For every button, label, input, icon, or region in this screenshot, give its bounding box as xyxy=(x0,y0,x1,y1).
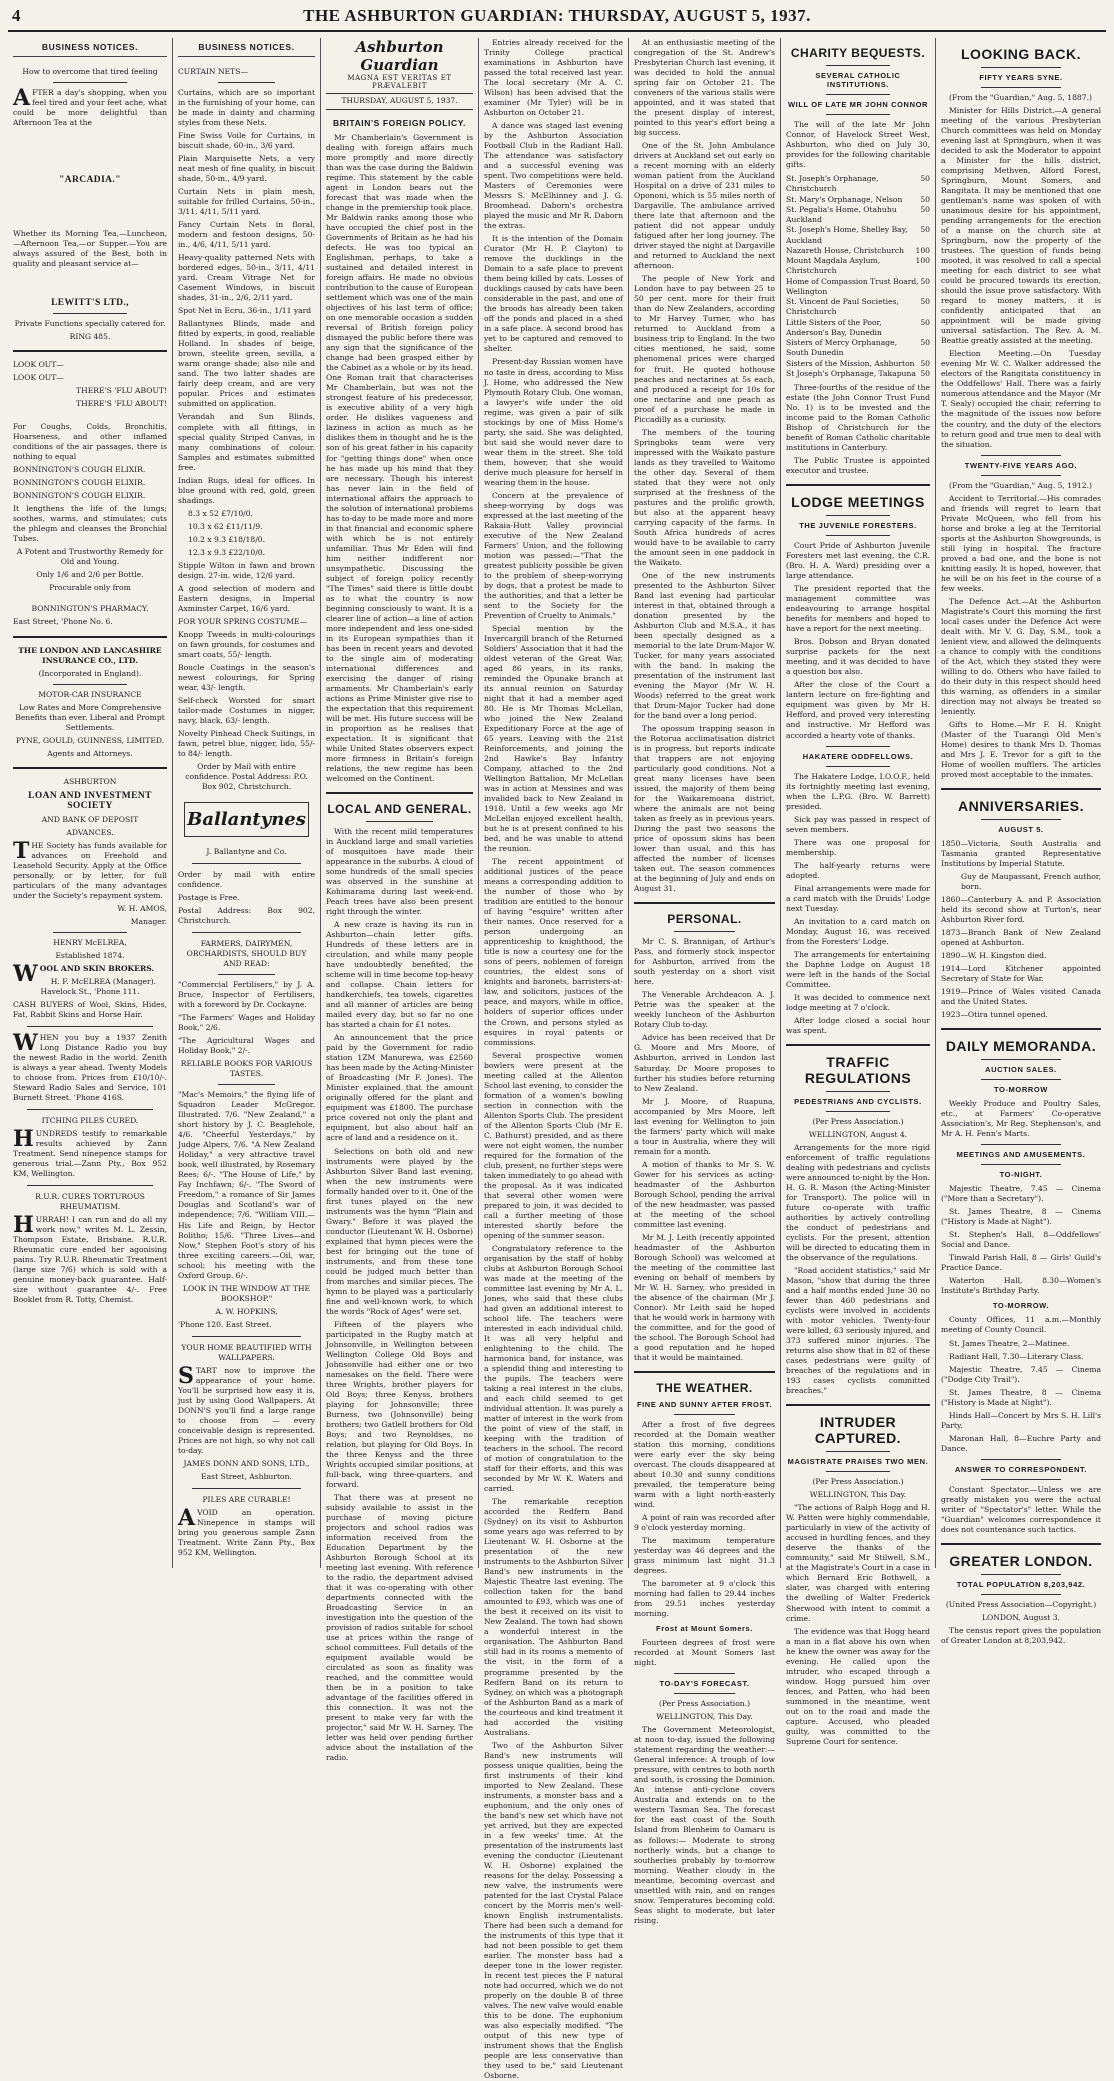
history-item: The Defence Act.—At the Ashburton Magistrate's Court this morning the first local cases under the Defence Act were dealt with. Mr V. G. Day, S.M., took a lenient view, and allowed the delinquents a chance to comply with the conditions of the Act, which they stated they were willing to do. Others who have failed to do their duty in this respect should heed this warning, as offenders in a similar direction may not always be treated so leniently. xyxy=(941,596,1101,716)
anniversary-item: 1850—Victoria, South Australia and Tasmania granted Representative Institutions by Imperial Statute. xyxy=(941,839,1101,869)
local-general-heading: LOCAL AND GENERAL. xyxy=(327,802,472,817)
will-text: The will of the late Mr John Connor, of Havelock Street West, Ashburton, who died on July 30, provides for the following charitable gifts. xyxy=(786,120,930,170)
bequest-amount: 50 xyxy=(920,225,930,235)
anniversary-item: 1919—Prince of Wales visited Canada and the United States. xyxy=(941,987,1101,1007)
bequest-amount: 100 xyxy=(915,245,930,255)
wool-title: WOOL AND SKIN BROKERS. xyxy=(13,960,155,987)
ad-intro: How to overcome that tired feeling xyxy=(22,67,158,76)
bequest-row xyxy=(786,277,930,298)
auction-item: Weekly Produce and Poultry Sales, etc., at Farmers' Co-operative Association's, Mr Reg. Stephenson's, and Mr A. H. Fenn's Marts. xyxy=(941,1099,1101,1139)
order-mail: Order by Mail with entire confidence. Postal Address: P.O. Box 902, Christchurch. xyxy=(185,761,308,791)
history-item: (From the "Guardian," Aug. 5, 1912.) xyxy=(949,480,1092,490)
mcelrea-manager: H. F. McELREA (Manager). Havelock St., 'Phone 111. xyxy=(40,976,156,996)
bequest-name: St. Pegalia's Home, Otahuhu Auckland xyxy=(786,204,897,225)
auction-tomorrow: TO-MORROW xyxy=(993,1085,1048,1095)
ring-number: RING 485. xyxy=(69,332,111,342)
insurance-incorporated: (Incorporated in England). xyxy=(38,668,142,678)
wallpaper-heading: YOUR HOME BEAUTIFIED WITH WALLPAPERS. xyxy=(181,1342,312,1362)
personal-item: Mr M. J. Leith (recently appointed headmaster of the Ashburton Borough School) was welcomed at the meeting of the committee last evening on behalf of members by Mr W. H. Sarney, who presided in the absence of the chairman (Mr J. Connor). Mr Leith said he hoped that he would work in harmony with the committee, and for the good of the school. The Borough School had a good reputation and he hoped that it would be maintained. xyxy=(634,1232,775,1362)
meeting-item: Maronan Hall, 8—Euchre Party and Dance. xyxy=(941,1433,1101,1453)
column-business-notices-2 xyxy=(173,38,321,1568)
bequest-name: St. Joseph's Home, Shelley Bay, Auckland xyxy=(786,225,908,245)
auction-heading: AUCTION SALES. xyxy=(985,1065,1057,1075)
henry-mcelrea: HENRY McELREA, xyxy=(53,937,127,947)
weather-item: The maximum temperature yesterday was 46 degrees and the grass minimum last night 31.3 degrees. xyxy=(634,1536,775,1576)
order-mail-2: Order by mail with entire confidence. xyxy=(178,870,315,890)
lodge-item: The president reported that the management committee was endeavouring to arrange hospital benefits for members and hoped to have a report for the next meeting. xyxy=(786,584,930,634)
meeting-item: Tinwald Parish Hall, 8 — Girls' Guild's Practice Dance. xyxy=(941,1253,1101,1273)
axminster: A good selection of modern and Eastern designs, in Imperial Axminster Carpet, 16/6 yard. xyxy=(178,583,315,613)
greater-london-dateline: LONDON, August 3. xyxy=(982,1612,1060,1622)
book-agri: "The Agricultural Wages and Holiday Book," 2/-. xyxy=(178,1036,315,1056)
masthead-title: THE ASHBURTON GUARDIAN: THURSDAY, AUGUST 5, 1937. xyxy=(303,6,811,25)
bequest-name: St. Joseph's Orphanage, Christchurch xyxy=(786,174,879,194)
will-heading: WILL OF LATE MR JOHN CONNOR xyxy=(787,100,929,109)
elixir-1: BONNINGTON'S COUGH ELIXIR. xyxy=(13,465,146,475)
news-item: A dance was staged last evening by the Ashburton Association Football Club in the Radiant Hall. The attendance was satisfactory and a successful evening was spent. Two competitions were held. Masters of Ceremonies were Messrs S. McElhinney and J. G. Broomhead. Daborn's orchestra played the music and Mr R. Daborn the extras. xyxy=(484,121,623,231)
established: Established 1874. xyxy=(55,950,125,960)
elixir-price: Only 1/6 and 2/6 per Bottle. xyxy=(36,570,144,580)
rur-text: HURRAH! I can run and do all my work now," writes M. L. Zessin, Thompson Estate, Brisbane. R.U.R. Rheumatic cure ended her agonising pains. Try R.U.R. Rheumatic Treatment (large size 7/6) which is sold with a genuine money-back guarantee. Half-size without guarantee 4/-. Free Booklet from R. Totty, Chemist. xyxy=(13,1212,167,1305)
insurance-rates: Low Rates and More Comprehensive Benefits than ever. Liberal and Prompt Settlements. xyxy=(15,702,165,732)
ballantyne-co: J. Ballantyne and Co. xyxy=(206,847,287,857)
weather-item: A point of rain was recorded after 9 o'clock yesterday morning. xyxy=(634,1513,775,1533)
daily-memoranda-heading: DAILY MEMORANDA. xyxy=(945,1038,1097,1055)
lookout-1: LOOK OUT— xyxy=(13,360,64,370)
answer-heading: ANSWER TO CORRESPONDENT. xyxy=(954,1464,1088,1474)
column-news-weather xyxy=(629,38,781,1925)
elixir-3: BONNINGTON'S COUGH ELIXIR. xyxy=(13,491,146,501)
bequest-amount: 50 xyxy=(920,358,930,368)
press-association: (Per Press Association.) xyxy=(812,1477,904,1487)
book-farmers: "The Farmers' Wages and Holiday Book," 2/6. xyxy=(178,1013,315,1033)
bequest-amount: 50 xyxy=(920,204,930,214)
juvenile-heading: THE JUVENILE FORESTERS. xyxy=(799,521,917,531)
bequest-name: Sisters of the Mission, Ashburton xyxy=(786,358,915,368)
rur-heading: R.U.R. CURES TORTUROUS RHEUMATISM. xyxy=(35,1192,145,1212)
rug-row: 10.2 x 9.3 £18/18/0. xyxy=(188,534,266,544)
curtain-marquisette: Plain Marquisette Nets, a very neat mesh of fine quality, in biscuit shade, 50-in., 4/9 yard. xyxy=(178,154,315,184)
greater-london-subheading: TOTAL POPULATION 8,203,942. xyxy=(956,1579,1086,1589)
agents: Agents and Attorneys. xyxy=(47,748,133,758)
bequest-amount: 50 xyxy=(920,338,930,348)
lodge-item: Sick pay was passed in respect of seven members. xyxy=(786,814,930,834)
pyne-gould: PYNE, GOULD, GUINNESS, LIMITED. xyxy=(15,735,165,745)
anniversary-item: 1873—Branch Bank of New Zealand opened at Ashburton. xyxy=(941,928,1101,948)
meeting-item: St. James Theatre, 8 — Cinema ("History is Made at Night"). xyxy=(941,1387,1101,1407)
masthead xyxy=(8,6,1106,32)
column-heading: BUSINESS NOTICES. xyxy=(13,38,167,57)
bequest-name: St. Vincent de Paul Societies, Christchurch xyxy=(786,297,899,317)
bequest-row xyxy=(786,369,930,379)
anniversary-item: 1860—Canterbury A. and P. Association held its second show at Turton's, near Ashburton River ford. xyxy=(941,895,1101,925)
personal-item: Mr J. Moore, of Ruapuna, accompanied by Mrs Moore, left last evening for Wellington to join the farmers' party which will make a tour in Australia, where they will remain for a month. xyxy=(634,1096,775,1156)
history-item: Minister for Hills District.—A general meeting of the various Presbyterian Church committees was held on Monday evening last at Springburn, when it was decided to ask the Moderator to appoint a Minister for the hills district, comprising Methven, Alford Forest, Springburn, Mount Somers, and Rangitata. It may be mentioned that one gentleman's name was spoken of with unanimous desire for his appointment, pending arrangements for the erection of a manse on the church site at Springburn, now the property of the trustees. The question of funds being mooted, it was resolved to call a special meeting for each district to see what could be procured towards its erection, should the issue prove satisfactory. With regard to money matters, it is confidently anticipated that an appointment will be made giving universal satisfaction. The Rev. A. M. Beattie greatly assisted at the meeting. xyxy=(941,106,1101,346)
anniversaries-date: AUGUST 5. xyxy=(998,825,1044,834)
news-item: An announcement that the price paid by the Government for radio station 1ZM Manurewa, was £2560 has been made by the Acting-Minister of Broadcasting (Mr F. Jones). The Minister explained that the amount originally offered for the plant and equipment was £1800. The purchase price covered not only the plant and equipment, but also about half an acre of land and a residence on it. xyxy=(326,1033,473,1143)
meeting-item: St. James Theatre, 8 — Cinema ("History is Made at Night"). xyxy=(941,1207,1101,1227)
donn-address: East Street, Ashburton. xyxy=(201,1471,292,1481)
lodge-item: The arrangements for entertaining the Daphne Lodge on August 18 were left in the hands of the Social Committee. xyxy=(786,949,930,989)
intruder-text: The evidence was that Hogg heard a man in a flat above his own when he knew the owner was away for the evening. He called upon the intruder, who escaped through a window. Hogg pursued him over fences, and Patten, who had been summoned in the meantime, went out on to the road and made the capture. Accused, who pleaded guilty, was committed to the Supreme Court for sentence. xyxy=(786,1626,930,1746)
personal-item: The Venerable Archdeacon A. J. Petrie was the speaker at the weekly luncheon of the Ashburton Rotary Club to-day. xyxy=(634,990,775,1030)
meeting-item: Majestic Theatre, 7.45 — Cinema ("Dodge City Trail"). xyxy=(941,1364,1101,1384)
lodge-item: Court Pride of Ashburton Juvenile Foresters met last evening, the C.R. (Bro. H. A. Ward) presiding over a large attendance. xyxy=(786,541,930,581)
knopp-tweeds: Knopp Tweeds in multi-colourings on fawn grounds, for costumes and smart coats, 55/- length. xyxy=(178,629,315,659)
column-local-news xyxy=(479,38,629,2081)
blinds-text: Ballantynes Blinds, made and fitted by experts, in good, realiable Holland. In shades of beige, brown, steelite green, sevilla, a warm orange shade; also nile and sand. The two latter shades are fairly deep cream, and are very popular. Prices and estimates submitted on application. xyxy=(178,319,315,409)
bequest-amount: 50 xyxy=(920,276,930,286)
forecast-dateline: WELLINGTON, This Day. xyxy=(656,1712,753,1722)
fifty-years-heading: FIFTY YEARS SYNE. xyxy=(979,73,1063,82)
piles-heading: ITCHING PILES CURED. xyxy=(41,1116,139,1126)
hopkins-phone: 'Phone 120. East Street. xyxy=(178,1319,272,1329)
lodge-item: Bros. Dobson and Bryan donated surprise packets for the next meeting, and it was decided to have a question box also. xyxy=(786,637,930,677)
answer-text: Constant Spectator.—Unless we are greatly mistaken you were the actual writer of "Spectator's" letter. While the "Guardian" welcomes correspondence it does not countenance such tactics. xyxy=(941,1484,1101,1534)
editorial-text: Mr Chamberlain's Government is dealing with foreign affairs much more promptly and more directly than was the case during the Baldwin regime. This statement by the cable agent in London bears out the forecast that was made when the change in the premiership took place. Mr Baldwin ranks among those who have occupied the chief post in the Governments of Britain as he had his defects. He was too typical an Englishman, perhaps, to take a sustained and detailed interest in foreign affairs. He made no obvious contribution to the cause of European settlement which was one of the main objectives of his last term of office; on one memorable occasion a sudden reversal of British foreign policy dismayed the public before there was any sign that the significance of the change had been grasped either by the Cabinet as a whole or by its head. One Roman trait that characterises Mr Chamberlain, but was not the strongest feature of his predecessor, is executive ability of a very high order. He dislikes vagueness and laziness in action as much as he dislikes them in thought and he is the son of his great father in his capacity for "getting things done" when once he has made up his mind that they are necessary. Though his interest has never lain in the field of international affairs the approach to the solution of international problems has to-day to be made more and more in that financial and economic sphere with which he is not entirely unfamiliar. Thus Mr Eden will find him neither indifferent nor unsympathetic. Discussing the subject of foreign policy recently "The Times" said there is little doubt as to what the country is now beginning consciously to want. It is a clearer line of action—a line of action more independent and less one-sided in its European sympathies than it has been in recent years and devoted to the single aim of moderating international differences and exercising the danger of rising armaments. Mr Chamberlain's early actions as Prime Minister give rise to the expectation that this requirement will be met. His future success will be in proportion as he realises that expectation. It is significant that while United States observers expect more firmness in Britain's foreign relations, the new regime has been welcomed on the Continent. xyxy=(326,133,473,783)
personal-item: A motion of thanks to Mr S. W. Gower for his services as acting-headmaster of the Ashburton Borough School, pending the arrival of the new headmaster, was passed at the meeting of the school committee last evening. xyxy=(634,1159,775,1229)
news-item: That there was at present no subsidy available to assist in the purchase of moving picture projectors and school radios was information received from the Education Department by the Ashburton Borough School at its meeting last evening. With reference to the radio, the department advised that it was co-operating with other departments connected with the Broadcasting Service in an investigation into the question of the provision of radios suitable for school use at prices within the range of school committees. Full details of the equipment available would be circulated as soon as finality was reached, and the committee would then be in a position to take advantage of the facilities offered in this connection. It was not the present to make very far with the projector," said Mr W. H. Sarney. The letter was held over pending further advice about the installation of the radio. xyxy=(326,1493,473,1763)
bequest-row xyxy=(786,318,930,339)
arcadia-text: Whether its Morning Tea,—Luncheon, —Afternoon Tea,—or Supper.—You are always assured of the Best, both in quality and pleasant service at— xyxy=(13,229,167,269)
loan-advances: ADVANCES. xyxy=(66,827,114,837)
meeting-item: County Offices, 11 a.m.—Monthly meeting of County Council. xyxy=(941,1315,1101,1335)
procurable: Procurable only from xyxy=(49,583,131,593)
news-item: One of the St. John Ambulance drivers at Auckland set out early on a recent morning with an elderly woman patient from the Auckland Hospital on a drive of 231 miles to Opononi, which is 55 miles north of Dargaville. The ambulance arrived there late that afternoon and the patient did not appear unduly fatigued after her long journey. The driver stayed the night at Dargaville and returned to Auckland the next afternoon. xyxy=(634,141,775,271)
greater-london-text: The census report gives the population of Greater London at 8,203,942. xyxy=(941,1625,1101,1645)
amos: W. H. AMOS, xyxy=(117,903,167,913)
history-item: Gifts to Home.—Mr F. H. Knight (Master of the Tuarangi Old Men's Home) desires to thank Mrs D. Thomas and Mrs J. E. Trevor for a gift to the Home of woollen mufflers. The articles proved most acceptable to the inmates. xyxy=(941,719,1101,779)
insurance-company: THE LONDON AND LANCASHIRE INSURANCE CO., LTD. xyxy=(18,645,162,665)
charity-heading: CHARITY BEQUESTS. xyxy=(790,46,926,60)
rug-row: 10.3 x 62 £11/11/9. xyxy=(188,521,263,531)
intruder-dateline: WELLINGTON, This Day. xyxy=(809,1490,907,1500)
lodge-item: An invitation to a card match on Monday, August 16, was received from the Foresters' Lodge. xyxy=(786,916,930,946)
curtain-voile: Fine Swiss Voile for Curtains, in biscuit shade, 60-in., 3/6 yard. xyxy=(178,131,315,151)
bequest-row xyxy=(786,174,930,195)
traffic-heading: TRAFFIC REGULATIONS xyxy=(804,1053,912,1086)
meeting-item: Radiant Hall, 7.30—Literary Class. xyxy=(949,1351,1084,1361)
news-item: The remarkable reception accorded the Redfern Band (Sydney) on its visit to Ashburton some years ago was referred to by Lieutenant W. H. Osborne at the presentation of the new instruments to the Ashburton Silver Band's new instruments in the Majestic Theatre last evening. The collection taken for the band amounted to £93, which was one of the best it received on its visit to New Zealand. The town had shown a wonderful interest in the organisation. The Ashburton Band still had in its rooms a memento of the visit, in the form of a programme presented by the Redfern Band on its return to Sydney, on which was a photograph of the Ashburton Band as a mark of the courteous and kind treatment it had accorded the visiting Australians. xyxy=(484,1497,623,1737)
bequest-name: Sisters of Mercy Orphanage, South Dunedin xyxy=(786,338,897,358)
weather-subheading: FINE AND SUNNY AFTER FROST. xyxy=(636,1399,773,1409)
arcadia-title: "ARCADIA." xyxy=(59,175,121,186)
column-bequests-lodge xyxy=(781,38,936,1746)
bequest-name: Nazareth House, Christchurch xyxy=(786,245,904,255)
bequest-name: Little Sisters of the Poor, Anderson's Bay, Dunedin xyxy=(786,317,882,337)
bequest-list xyxy=(786,174,930,379)
verandah-text: Verandah and Sun Blinds, complete with all fittings, in special quality Striped Canvas, in many combinations of colour. Samples and estimates submitted free. xyxy=(178,412,315,472)
column-heading: BUSINESS NOTICES. xyxy=(178,38,315,57)
bequest-row xyxy=(786,205,930,226)
piles-curable-text: AVOID an operation. Ninepence in stamps will bring you generous sample Zann Treatment. Write Zann Pty., Box 952 KM, Wellington. xyxy=(178,1504,315,1557)
curtain-fancy: Fancy Curtain Nets in floral, modern and festoon designs, 50-in., 4/6, 4/11, 5/11 yard. xyxy=(178,220,315,250)
news-item: Concern at the prevalence of sheep-worrying by dogs was expressed at the last meeting of the Rakaia-Hutt Valley provincial executive of the New Zealand Farmers' Union, and the following motion was passed:—"That the greatest publicity possible be given to the problem of sheep-worrying by dogs, that a protest be made to the authorities, and that a letter be sent to the Society for the Prevention of Cruelty to Animals." xyxy=(484,490,623,620)
bequest-row xyxy=(786,338,930,359)
flu-1: THERE'S 'FLU ABOUT! xyxy=(76,386,167,396)
novelty: Novelty Pinhead Check Suitings, in fawn, petrel blue, nigger, lido, 55/- to 84/- length. xyxy=(178,728,315,758)
bequest-row xyxy=(786,246,930,256)
traffic-dateline: WELLINGTON, August 4. xyxy=(808,1129,908,1139)
personal-item: Mr C. S. Brannigan, of Arthur's Pass, and formerly stock inspector for Ashburton, arrived from the south yesterday on a short visit here. xyxy=(634,937,775,987)
bequest-amount: 100 xyxy=(915,256,930,266)
pharmacy-address: East Street, 'Phone No. 6. xyxy=(13,617,113,627)
bequest-row xyxy=(786,225,930,246)
bequest-amount: 50 xyxy=(920,297,930,307)
traffic-text: "Road accident statistics," said Mr Mason, "show that during the three and a half months ended June 30 no fewer than 460 pedestrians and cyclists were involved in accidents with motor vehicles. Twenty-four were killed, 63 seriously injured, and 373 suffered minor injuries. The returns also show that in 82 of these cases pedestrians were guilty of breaches of the regulations and in 193 cases cyclists committed breaches." xyxy=(786,1266,930,1396)
forecast-text: The Government Meteorologist, at noon to-day, issued the following statement regarding the weather:— General inference: A trough of low pressure, with centres to both north and south, is crossing the Dominion. An intense anti-cyclone covers Australia and extends on to the western Tasman Sea. The forecast for the east coast of the South Island from Blenheim to Oamaru is as follows:— Moderate to strong northerly winds, but a change to southerlies probably by to-morrow morning. Weather cloudy in the meantime, becoming overcast and unsettled with rain, and on ranges snow. Temperatures becoming cold. Seas slight to moderate, but later rising. xyxy=(634,1725,775,1925)
farmers-heading: FARMERS, DAIRYMEN, ORCHARDISTS, SHOULD BUY AND READ: xyxy=(186,939,307,969)
residue-text: Three-fourths of the residue of the estate (the John Connor Trust Fund No. 1) is to be invested and the income paid to the Roman Catholic Bishop of Christchurch for the benefit of Roman Catholic charitable institutions in Canterbury. xyxy=(786,383,930,453)
bequest-name: St. Mary's Orphanage, Nelson xyxy=(786,194,903,204)
flu-2: THERE'S 'FLU ABOUT! xyxy=(76,399,167,409)
traffic-subheading: PEDESTRIANS AND CYCLISTS. xyxy=(794,1096,922,1106)
news-item: It is the intention of the Domain Curator (Mr H. P. Clayton) to remove the ducklings in the Domain to a safe place to prevent them being killed by cats. Losses of ducklings caused by cats have been considerable in the past, and one of the broods has already been taken off the ponds and placed in a shed in a safe place. A second brood has yet to be captured and removed to shelter. xyxy=(484,234,623,354)
news-item: The recent appointment of additional justices of the peace means a corresponding addition to the number of those who by tradition are entitled to the honour of having "esquire" written after their names. Once reserved for a person undergoing an apprenticeship to knighthood, the title is now a courtesy one for the sons of peers, noblemen of foreign countries, the eldest sons of knights and baronets, barristers-at-law, and solicitors, justices of the peace, and mayors, while in office, holders of superior offices under the Crown, and persons styled as esquires in royal patents or commissions. xyxy=(484,857,623,1047)
frost-heading: Frost at Mount Somers. xyxy=(656,1624,753,1634)
weather-item: After a frost of five degrees recorded at the Domain weather station this morning, conditions were early ever the sky being overcast. The clouds disappeared at about 10.30 and sunny conditions prevailed, the temperature being warm with a light north-easterly wind. xyxy=(634,1419,775,1510)
rug-row: 8.3 x 52 £7/10/0. xyxy=(188,508,253,518)
page-number: 4 xyxy=(12,6,21,25)
piles-curable: PILES ARE CURABLE! xyxy=(202,1494,291,1504)
bequest-amount: 50 xyxy=(920,174,930,184)
meetings-tomorrow: TO-MORROW. xyxy=(992,1301,1050,1311)
curtain-plain-mesh: Curtain Nets in plain mesh, suitable for frilled Curtains, 50-in., 3/11, 4/11, 5/11 yard. xyxy=(178,187,315,217)
lewitts-title: LEWITT'S LTD., xyxy=(51,298,129,309)
meeting-item: Waterton Hall, 8.30—Women's Institute's Birthday Party. xyxy=(941,1276,1101,1296)
anniversaries-heading: ANNIVERSARIES. xyxy=(957,798,1085,814)
curtain-heading: CURTAIN NETS— xyxy=(178,67,249,76)
news-item: Fifteen of the players who participated in the Rugby match at Johnsonville, in Wellington between Wellington College Old Boys and Johnsonville had either one or two namesakes on the field. There were three Wrights, brother players for Old Boys; three Kenyss, brothers playing for Johnsonville; three Burness, two (Johnsonville) being brothers; two Gatlell brothers for Old Boys; and two Reynoldses, no relation, but playing for Old Boys. In the three Kenyss and the three Wrights occupied similar positions, at full-back, wing three-quarters, and forward. xyxy=(326,1319,473,1490)
lodge-item: After the close of the Court a lantern lecture on fire-fighting and equipment was given by Mr H. Hefford, and proved very interesting and instructive. Mr Hefford was accorded a hearty vote of thanks. xyxy=(786,680,930,740)
weather-heading: THE WEATHER. xyxy=(656,1380,753,1395)
indian-rugs: Indian Rugs, ideal for offices. In blue ground with red, gold, green shadings. xyxy=(178,475,315,505)
elixir-text: It lengthens the life of the lungs; soothes, warms, and stimulates; cuts the phlegm and cleanses the Bronchial Tubes. xyxy=(13,504,167,544)
reliable-books: RELIABLE BOOKS FOR VARIOUS TASTES. xyxy=(180,1059,313,1079)
nameplate-title: Ashburton Guardian xyxy=(355,38,444,74)
twentyfive-years-heading: TWENTY-FIVE YEARS AGO. xyxy=(964,460,1078,470)
news-item: The members of the touring Springboks team were very impressed with the Waikato pasture lands as they travelled to Waitomo the other day. Several of them stated that they were not only surprised at the freshness of the pastures and the prolific growth, but also at the apparent heavy carrying capacity of the farms. In South Africa hundreds of acres would have to be available to carry the amount seen in one paddock in the Waikato. xyxy=(634,427,775,567)
news-item: With the recent mild temperatures in Auckland large and small varieties of mosquitoes have made their appearance in the suburbs. A cloud of some hundreds of the small species was observed in the sunshine at Kohimarama during last week-end. Peach trees have also been present right through the winter. xyxy=(326,827,473,917)
charity-subheading: SEVERAL CATHOLIC INSTITUTIONS. xyxy=(815,71,901,89)
boucle: Boucle Coatings in the season's newest colourings, for Spring wear, 43/- length. xyxy=(178,662,315,692)
cash-buyers: CASH BUYERS of Wool, Skins, Hides, Fat, Rabbit Skins and Horse Hair. xyxy=(13,999,167,1019)
bequest-name: Home of Compassion Trust Board, Wellington xyxy=(786,276,919,296)
meeting-item: St. James Theatre, 2—Matinee. xyxy=(949,1338,1070,1348)
news-item: A new craze is having its run in Ashburton—chain letter gifts. Hundreds of these letters are in circulation, and while many people have undoubtedly benefited, the scheme will in time become top-heavy and collapse. Chain letters for handkerchiefs, tea towels, cigarettes and all manner of articles are being mailed every day, but so far no one has started a chain for £1 notes. xyxy=(326,920,473,1030)
bequest-amount: 50 xyxy=(920,317,930,327)
news-item: Two of the Ashburton Silver Band's new instruments will possess unique qualities, being the first instruments of their kind imported to New Zealand. These instruments, a monster bass and a euphonium, and the only ones of the band's new set which have not yet arrived, but they are expected in a few weeks' time. At the presentation of the instruments last evening the conductor (Lieutenant W. H. Osborne) explained the reasons for the delay. Possessing a new valve, the instruments were patented for the last Crystal Palace concert by the Morris men's well-known English instrumentalists. There had been such a demand for the instruments of this type that it had not been possible to get them earlier. The monster bass had a deeper tone in the lower register. In recent test pieces the F natural note had occurred, which we do not properly on the double B of three valves. The new valve would enable this to be done. The euphonium was also especially modified. "The output of this new type of instrument shows that the English people are less conservative than they used to be," said Lieutenant Osborne. xyxy=(484,1740,623,2081)
traffic-text: Arrangements for the more rigid enforcement of traffic regulations dealing with pedestrians and cyclists were announced to-night by the Hon. H. G. R. Mason (the Acting-Minister for Transport). The police will in future co-operate with traffic authorities by actively controlling the conduct of pedestrians and cyclists. For the present, attention will be directed to educating them in the observance of the regulations. xyxy=(786,1142,930,1263)
news-item: Entries already received for the Trinity College practical examinations in Ashburton have passed the total received last year. The local secretary (Mr A. C. Wilson) has been advised that the examiner (Mr Tyler) will be in Ashburton on October 21. xyxy=(484,38,623,118)
lodge-item: After lodge closed a social hour was spent. xyxy=(786,1015,930,1035)
column-business-notices-1 xyxy=(8,38,173,1568)
spring-heading: FOR YOUR SPRING COSTUME— xyxy=(178,616,308,626)
postage-free: Postage is Free. xyxy=(178,893,240,903)
loan-society: LOAN AND INVESTMENT SOCIETY xyxy=(28,790,152,811)
press-association: (Per Press Association.) xyxy=(658,1699,751,1709)
anniversary-item: Guy de Maupassant, French author, born. xyxy=(961,872,1101,892)
intruder-heading: INTRUDER CAPTURED. xyxy=(814,1414,902,1447)
column-editorial xyxy=(321,38,479,1763)
elixir-2: BONNINGTON'S COUGH ELIXIR. xyxy=(13,478,146,488)
motor-insurance: MOTOR-CAR INSURANCE xyxy=(38,689,142,699)
personal-heading: PERSONAL. xyxy=(667,912,742,927)
lodge-item: Final arrangements were made for a card match with the Druids' Lodge next Tuesday. xyxy=(786,883,930,913)
curtain-spot: Spot Net in Ecru, 36-in., 1/11 yard xyxy=(178,306,312,316)
history-item: Accident to Territorial.—His comrades and friends will regret to learn that Private McQueen, who fell from his horse and broke a leg at the Territorial sports at the Ashburton Showgrounds, is still lying in hospital. The fracture proved a bad one, and the bone is not knitting easily. It is hoped, however, that he will be on his feet in the course of a few weeks. xyxy=(941,493,1101,593)
meeting-item: Majestic Theatre, 7.45 — Cinema ("More than a Secretary"). xyxy=(941,1184,1101,1204)
curtain-heavy: Heavy-quality patterned Nets with bordered edges, 50-in., 3/11, 4/11 yard. Cream Vitrage Net for Casement Windows, in biscuit shades, 31-in., 2/6, 2/11 yard. xyxy=(178,253,315,303)
hakatere-heading: HAKATERE ODDFELLOWS. xyxy=(802,751,914,761)
ballantynes-signature: Ballantynes xyxy=(187,809,306,831)
weather-item: The barometer at 9 o'clock this morning had fallen to 29.44 inches from 29.51 inches yesterday morning. xyxy=(634,1579,775,1619)
news-item: One of the new instruments presented to the Ashburton Silver Band last evening had particular interest in that, obtained through a donation presented by the Ashburton Club and M.S.A., it has been specially designed as a memorial to the late Drum-Major W. Tucker, for many years associated with the band. In making the presentation of the instrument last evening the Mayor (Mr W. H. Woods) referred to the great work that Drum-Major Tucker had done for the band over a long period. xyxy=(634,570,775,721)
intruder-text: "The actions of Ralph Hogg and H. W. Patten were highly commendable, particularly in view of the activity of accused in hurdling fences, and they deserve the thanks of the community," said Mr Stilwell, S.M., at the Magistrate's Court in a case in which Bernard Eric Bothwell, a slater, was charged with entering the dwelling of Walter Frederick Sherwood with intent to commit a crime. xyxy=(786,1503,930,1623)
hopkins: A. W. HOPKINS, xyxy=(215,1306,278,1316)
bequest-row xyxy=(786,195,930,205)
amos-manager: Manager. xyxy=(130,916,167,926)
united-press: (United Press Association—Copyright.) xyxy=(945,1599,1097,1609)
bequest-row xyxy=(786,297,930,318)
news-item: The people of New York and London have to pay between 25 to 50 per cent. more for their fruit than do New Zealanders, according to Mr Harvey Turner, who has returned to Auckland from a business trip to England. In the two cities mentioned, he said, some phenomenal prices were charged for fruit. He quoted hothouse peaches and nectarines at 5s each, and produced a receipt for 10s for one nectarine and one peach as proof of a purchase he made in Piccadilly as a curiosity. xyxy=(634,274,775,424)
lodge-item: It was decided to commence next lodge meeting at 7 o'clock. xyxy=(786,992,930,1012)
anniversary-item: 1923—Otira tunnel opened. xyxy=(941,1010,1048,1020)
private-functions: Private Functions specially catered for. xyxy=(14,319,166,329)
curtain-intro: Curtains, which are so important in the furnishing of your home, can be made in dainty and charming styles from these Nets. xyxy=(178,88,315,128)
greater-london-heading: GREATER LONDON. xyxy=(949,1552,1093,1569)
society-text: THE Society has funds available for advances on Freehold and Leasehold Security. Apply at the Office personally, or by letter, for full particulars of the many advantages under the Society's repayment system. xyxy=(13,837,167,900)
personal-item: Advice has been received that Dr G. Moore and Mrs Moore, of Ashburton, arrived in London last Saturday. Dr Moore proposes to further his studies before returning to New Zealand. xyxy=(634,1033,775,1093)
bequest-name: St Joseph's Orphanage, Takapuna xyxy=(786,368,916,378)
lodge-item: The half-yearly returns were adopted. xyxy=(786,860,930,880)
piles-text: HUNDREDS testify to remarkable results achieved by Zann Treatment. Send ninepence stamps for generous trial.—Zann Pty., Box 952 KM, Wellington. xyxy=(13,1126,167,1179)
news-item: Several prospective women bowlers were present at the meeting called at the Allenton School last evening, to consider the formation of a women's bowling section in connection with the Allenton Sports Club. The president of the Allenton Sports Club (Mr E. C. Bathurst) presided, and as there were not eight women, the number required for the formation of the club, present, no further steps were taken immediately to go ahead with the proposal. As it was indicated that several other women were prepared to join, it was decided to call a further meeting of those interested shortly before the opening of the summer season. xyxy=(484,1050,623,1240)
news-item: Selections on both old and new instruments were played by the Ashburton Silver Band last evening, when the new instruments were formally handed over to it. One of the first tunes played on the new instruments was the hymn "Plain and Gwary." Before it was played the conductor (Lieutenant W. H. Osborne) explained that hymn pieces were the best for bringing out the tone of instruments, and from these tone could be judged much better than from marches and similar pieces. The hymn to be played was a particularly fine and well-known work, to which the words "Rock of Ages" were set. xyxy=(326,1146,473,1316)
elixir-potent: A Potent and Trustworthy Remedy for Old and Young. xyxy=(16,547,164,567)
lodge-item: The Hakatere Lodge, I.O.O.F., held its fortnightly meeting last evening, when the L.P.G. (Bro. W. Barrett) presided. xyxy=(786,771,930,811)
meetings-tonight: TO-NIGHT. xyxy=(999,1170,1043,1180)
look-in-window: LOOK IN THE WINDOW AT THE BOOKSHOP." xyxy=(182,1283,311,1303)
nameplate-motto: MAGNA EST VERITAS ET PRÆVALEBIT xyxy=(347,74,452,90)
meetings-heading: MEETINGS AND AMUSEMENTS. xyxy=(956,1150,1086,1160)
bequest-row xyxy=(786,256,930,277)
news-item: Special mention by the Invercargill branch of the Returned Soldiers' Association that it had the oldest veteran of the Great War, aged 86 years, in its ranks, reminded the Opunake branch at its annual reunion on Saturday night that it had a member aged 80. He is Mr Thomas McLellan, who joined the New Zealand Expeditionary Force at the age of 65 years. Leaving with the 21st Reinforcements, and joining the 2nd Hawke's Bay Infantry Company, attached to the 2nd Wellington Battalion, Mr McLellan was in action at Messines and was invalided back to New Zealand in 1918. Until a few weeks ago Mr McLellan enjoyed excellent health, but he is at present confined to his bed, and he was unable to attend the reunion. xyxy=(484,623,623,854)
nameplate xyxy=(326,38,473,110)
press-association: (Per Press Association.) xyxy=(812,1116,904,1126)
meeting-item: Hinds Hall—Concert by Mrs S. H. Lill's Party. xyxy=(941,1410,1101,1430)
anniversary-item: 1914—Lord Kitchener appointed Secretary of State for War. xyxy=(941,964,1101,984)
ballantynes-logo xyxy=(184,802,309,837)
pharmacy-name: BONNINGTON'S PHARMACY. xyxy=(31,604,149,614)
news-item: At an enthusiastic meeting of the congregation of the St. Andrew's Presbyterian Church last evening, it was decided to hold the annual spring fair on October 21. The conveners of the various stalls were appointed, and it was stated that the present display of interest, pointed to this year's effort being a big success. xyxy=(634,38,775,138)
editorial-heading: BRITAIN'S FOREIGN POLICY. xyxy=(332,118,467,128)
bequest-amount: 50 xyxy=(920,194,930,204)
loan-bank: AND BANK OF DEPOSIT xyxy=(41,814,139,824)
rug-row: 12.3 x 9.3 £22/10/0. xyxy=(188,547,266,557)
forecast-heading: TO-DAY'S FORECAST. xyxy=(659,1679,750,1689)
wallpaper-text: START now to improve the appearance of your home. You'll be surprised how easy it is, just by using Good Wallpapers. At DONN'S you'll find a large range to choose from — every conceivable design is represented. Prices are not high, so why not call to-day. xyxy=(178,1362,315,1455)
news-item: Present-day Russian women have no taste in dress, according to Miss J. Home, who addressed the New Plymouth Rotary Club. One woman, a lawyer's wife under the old regime, was given a pair of silk stockings by one of Miss Home's party, she said. She was delighted, but said she would never dare to wear them in the street. She told them, however, that she would derive much pleasure for herself in wearing them in the house. xyxy=(484,357,623,487)
bequest-name: Mount Magdala Asylum, Christchurch xyxy=(786,256,881,276)
trustee-text: The Public Trustee is appointed executor and trustee. xyxy=(786,456,930,476)
book-list: "Mac's Memoirs," the flying life of Squadron Leader McGregor. Illustrated. 7/6. "New Zealand," a short history by J. C. Beaglehole, 4/6. "Cheerful Yesterdays," by Judge Alpers, 7/6. "A New Zealand Holiday," a very attractive travel book, well illustrated, by Rosemary Rees; 6/-. "The House of Life," by Fay Inchfawn; 6/-. "The Sword of Freedom," a romance of Sir James Douglas and Scotland's war of independence; 7/6. "William VIII.—His Life and Reign, by Hector Bolitho; 15/6. "Three Lives—and Now," Stephen Foot's story of his three exciting careers.—Oil, war, school; his meeting with the Oxford Group. 6/-. xyxy=(178,1090,315,1280)
tea-ad: AFTER a day's shopping, when you feel tired and your feet ache, what could be more delightful than Afternoon Tea at the xyxy=(13,85,167,128)
bequest-row xyxy=(786,359,930,369)
lodge-heading: LODGE MEETINGS xyxy=(791,494,925,511)
frost-text: Fourteen degrees of frost were recorded at Mount Somers last night. xyxy=(634,1638,775,1668)
history-item: Election Meeting.—On Tuesday evening Mr W. C. Walker addressed the electors of the Rangitata constituency in the Oddfellows' Hall. There was a fairly numerous attendance and the Mayor (Mr T. Sealy) occupied the chair, referring to the magnitude of the issues now before the country, and the duty of the electors to return good and true men to deal with the situation. xyxy=(941,349,1101,449)
news-item: Congratulatory reference to the organisation by the staff of hobby clubs at Ashburton Borough School was made at the meeting of the committee last evening by Mr A. L. Jones, who said that these clubs had given an additional interest to school life. The teachers were interested in each individual child. It was all very helpful and enlightening to the child. The harmonica band, for instance, was a splendid thing and interesting to the pupils. The teachers were taking a real interest in the clubs, and each child seemed to get individual attention. It was purely a matter of interest in the work from the point of view of the staff, in keeping with the tradition of teachers in the school. The record of motion of congratulation to the staff for their efforts, and this was seconded by Mr W. K. Waters and carried. xyxy=(484,1243,623,1494)
zenith-ad: WHEN you buy a 1937 Zenith Long Distance Radio you buy the newest Radio in the world. Zenith is always a year ahead. Twenty Models to choose from. Prices from £10/10/-. Steward Radio Sales and Service, 101 Burnett Street. 'Phone 416S. xyxy=(13,1029,167,1103)
book-fertilisers: "Commercial Fertilisers," by J. A. Bruce, Inspector of Fertilisers, with a foreword by Dr. Cockayne. xyxy=(178,980,315,1010)
donn: JAMES DONN AND SONS, LTD., xyxy=(183,1458,310,1468)
history-item: (From the "Guardian," Aug. 5, 1887.) xyxy=(949,93,1092,102)
nameplate-date: THURSDAY, AUGUST 5, 1937. xyxy=(326,93,473,105)
selfcheck: Self-check Worsted for smart tailor-made Costumes in nigger, navy, black, 63/- length. xyxy=(178,695,315,725)
intruder-subheading: MAGISTRATE PRAISES TWO MEN. xyxy=(787,1457,929,1467)
anniversary-item: 1890—W. H. Kingston died. xyxy=(941,951,1047,961)
lodge-item: There was one proposal for membership. xyxy=(786,837,930,857)
lookout-2: LOOK OUT— xyxy=(13,373,64,383)
coughs-text: For Coughs, Colds, Bronchitis, Hoarseness, and other inflamed conditions of the air passages, there is nothing to equal xyxy=(13,422,167,462)
stipple-wilton: Stipple Wilton in fawn and brown design. 27-in. wide, 12/6 yard. xyxy=(178,560,315,580)
news-item: The opossum trapping season in the Rotorua acclimatisation district is in progress, but reports indicate that trappers are not enjoying particularly good conditions. Not a great many licenses have been issued, the majority of them being for the Waikaremoana district, where the animals are not being taken as freely as in previous years. During the past two seasons the price of opossum skins has been lower than usual, and this has affected the number of licenses taken out. The season commences at the beginning of July and ends on August 31. xyxy=(634,724,775,894)
looking-back-heading: LOOKING BACK. xyxy=(960,46,1082,62)
postal-address: Postal Address: Box 902, Christchurch. xyxy=(178,906,315,926)
bequest-amount: 50 xyxy=(920,368,930,378)
column-looking-back xyxy=(936,38,1106,1645)
loan-ashburton: ASHBURTON xyxy=(63,776,117,786)
meeting-item: St. Stephen's Hall, 8—Oddfellows' Social and Dance. xyxy=(941,1230,1101,1250)
